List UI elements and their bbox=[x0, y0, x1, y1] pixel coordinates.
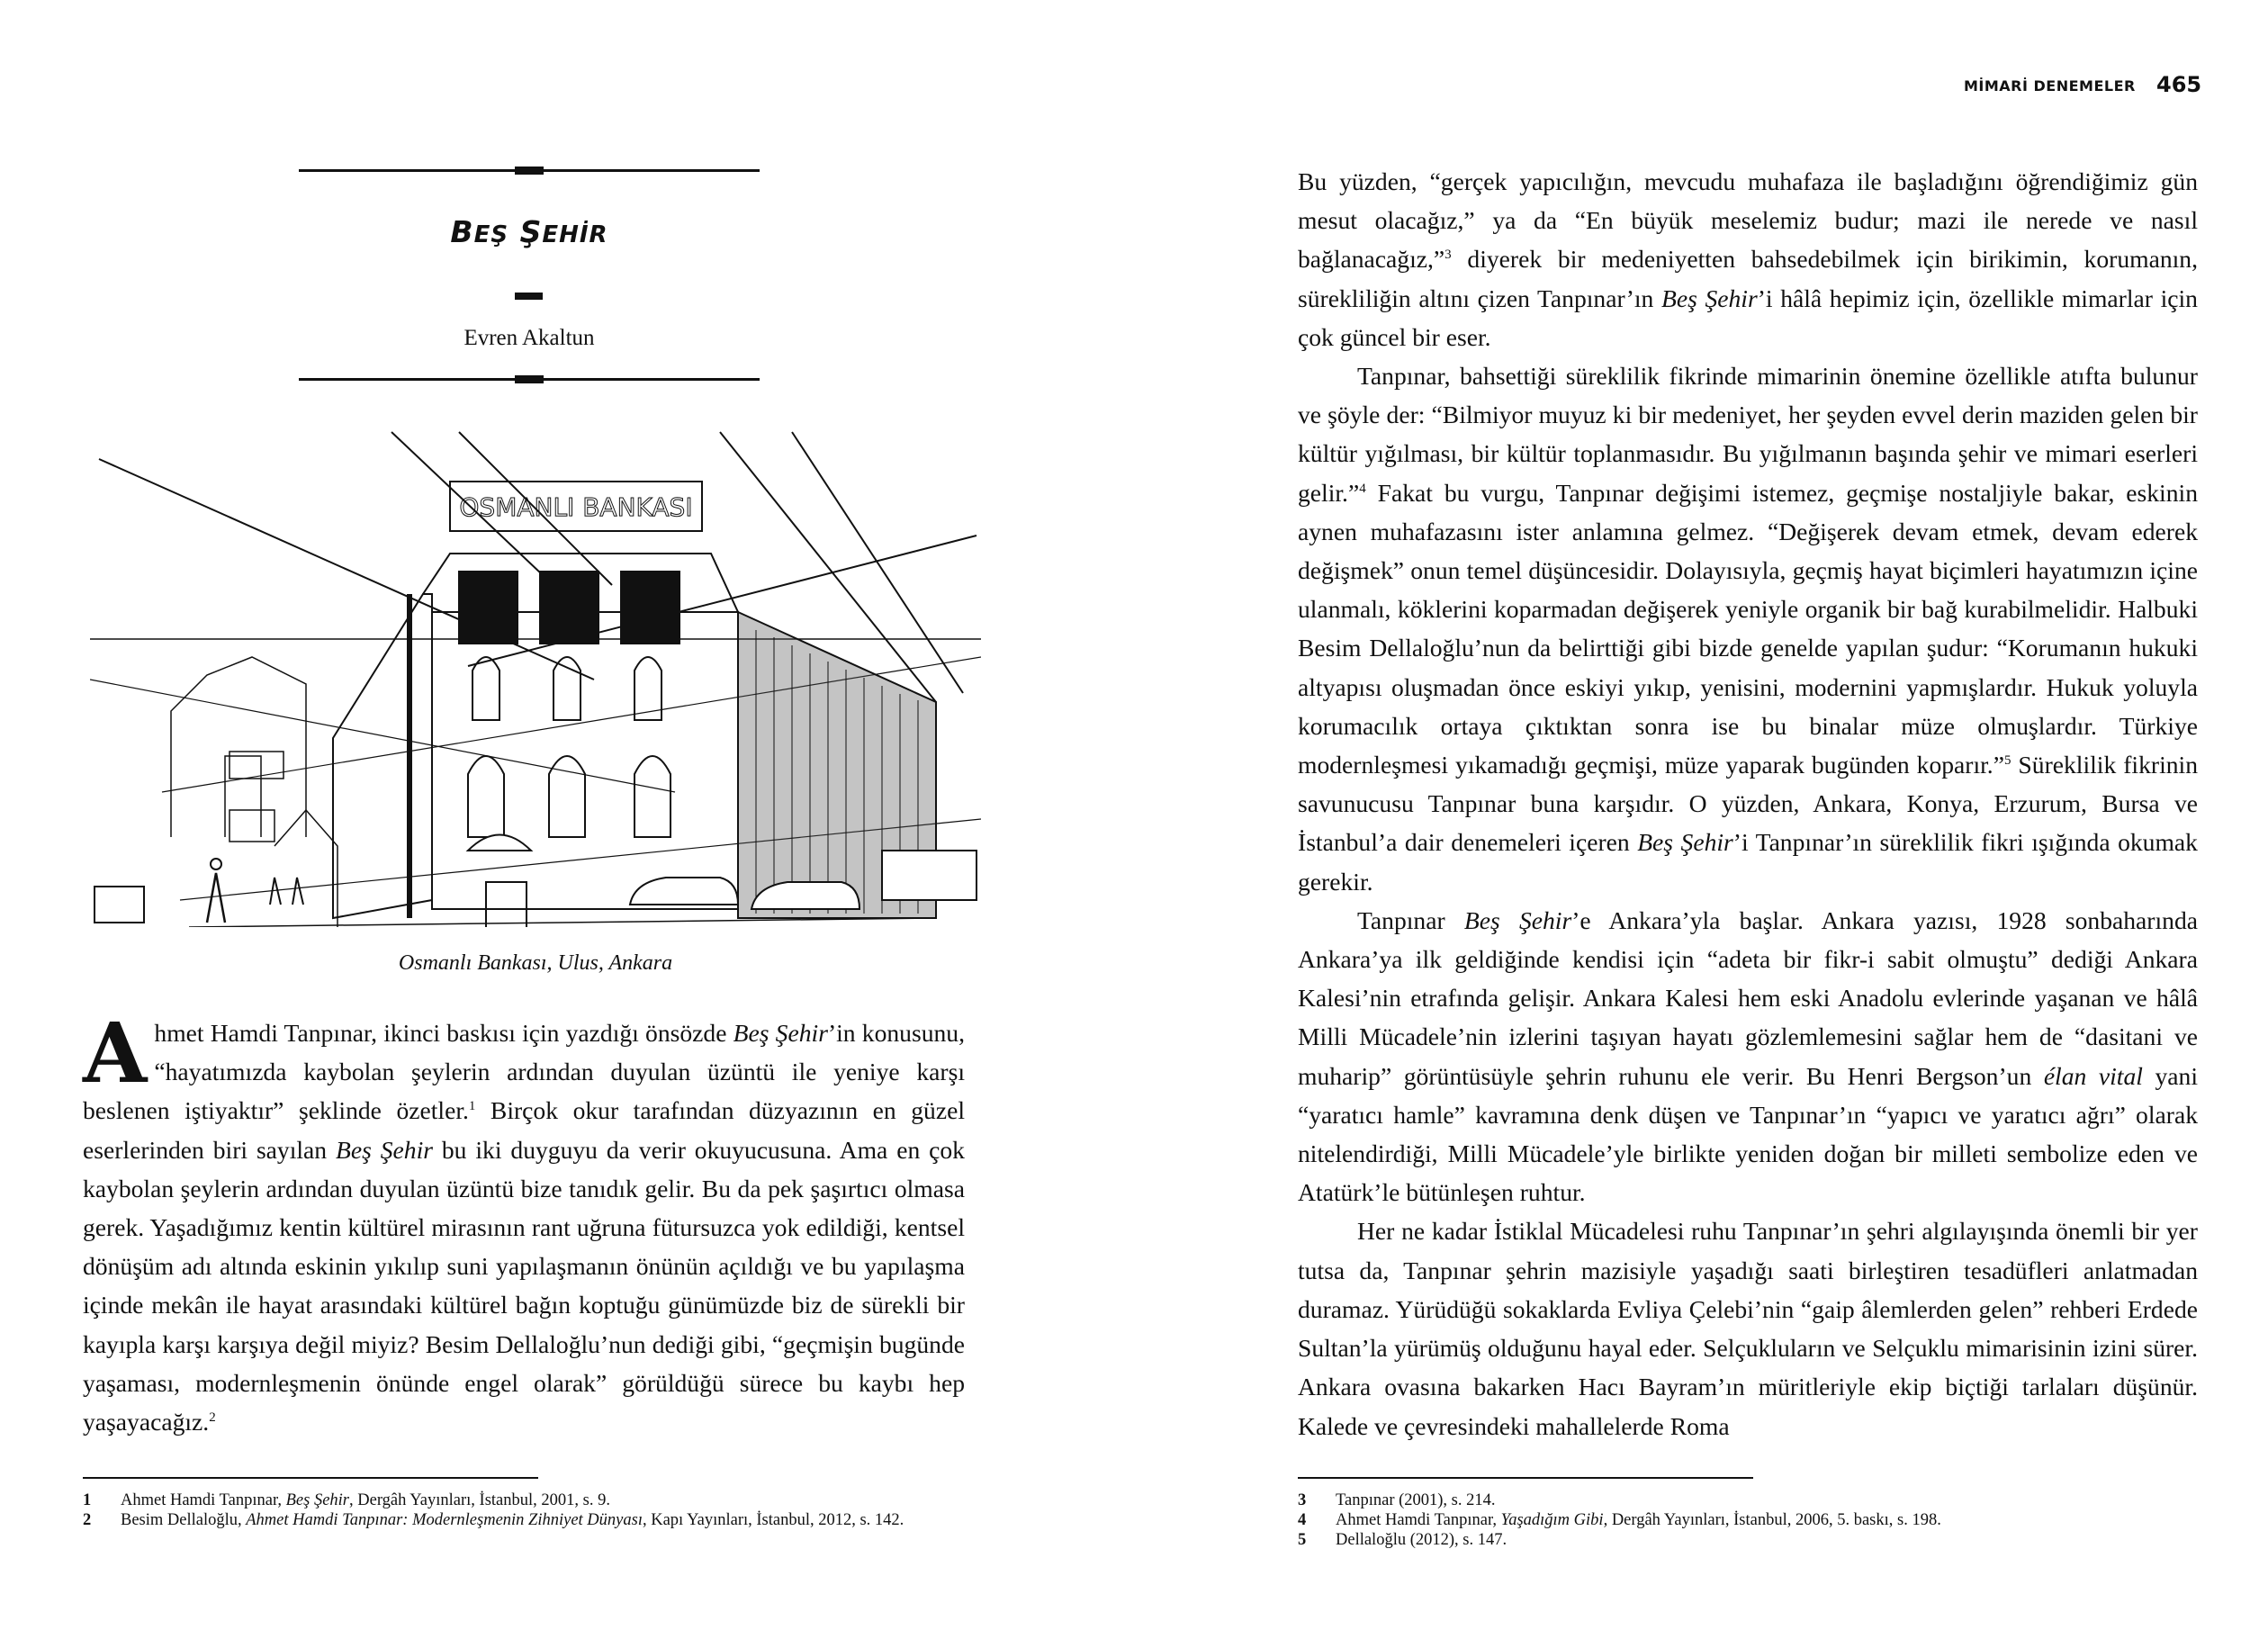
window bbox=[459, 572, 518, 644]
street-curb bbox=[189, 918, 936, 927]
footnote bbox=[1298, 1490, 2198, 1510]
text-run: Tanpınar, bahsettiği süreklilik fikrinde mimarinin önemine özellikle atıfta bulunur ve şöyle der: “Bilmiyor muyuz ki bir medeniyet, her şeyden evvel derin maziden gelen bir kültür yığılması, bir kültür toplanmasıdır. Bu yığılmanın başında şehir ve mimari eserleri gelir.” bbox=[1298, 362, 2198, 507]
arched-window bbox=[468, 756, 504, 837]
arched-window bbox=[549, 756, 585, 837]
drop-cap: A bbox=[83, 1004, 148, 1102]
paragraph bbox=[1298, 162, 2198, 356]
text-run: Süreklilik fikrinin savunucusu Tanpınar buna karşıdır. O yüzden, Ankara, Konya, Erzurum, Bursa ve İstanbul’a dair denemeleri içeren bbox=[1298, 751, 2198, 857]
pedestrian bbox=[207, 873, 225, 923]
title-smallcaps: EHİR bbox=[542, 221, 608, 248]
text-run: Dellaloğlu (2012), s. 147. bbox=[1336, 1531, 1508, 1549]
page-number: 465 bbox=[2156, 72, 2202, 97]
text-run: Ahmet Hamdi Tanpınar, bbox=[121, 1491, 286, 1509]
text-run: Her ne kadar İstiklal Mücadelesi ruhu Tanpınar’ın şehri algılayışında önemli bir yer tutsa da, Tanpınar şehrin mazisiyle yaşadığı saati birleştiren tesadüfleri anlatmadan duramaz. Yürüdüğü sokaklarda Evliya Çelebi’nin “gaip âlemlerden gelen” rehberi Erdede Sultan’la yürümüş olduğunu hayal eder. Selçukluların ve Selçuklu mimarisinin izini sürer. Ankara ovasına bakarken Hacı Bayram’ın müritleriyle ekip biçtiği tarlaları düşünür. Kalede ve çevresindeki mahallelerde Roma bbox=[1298, 1217, 2198, 1440]
footnote-ref[interactable]: 5 bbox=[2003, 753, 2012, 769]
text-run: yani “yaratıcı hamle” kavramına denk düşen ve Tanpınar’ın “yapıcı ve yaratıcı ağrı” olarak nitelendirdiği, Milli Mücadele’yle birlikte yeniden doğan bir milleti sembolize eden ve Atatürk’le bütünleşen ruhtur. bbox=[1298, 1061, 2198, 1207]
italic-text: Beş Şehir bbox=[1660, 284, 1758, 312]
italic-text: Beş Şehir bbox=[1463, 905, 1572, 934]
text-run: Birçok okur tarafından düzyazının en güzel eserlerinden biri sayılan bbox=[83, 1096, 965, 1164]
footnote bbox=[83, 1490, 983, 1510]
window bbox=[621, 572, 680, 644]
right-page bbox=[1134, 0, 2268, 1630]
footnote-ref[interactable]: 3 bbox=[1444, 248, 1452, 263]
text-run: Fakat bu vurgu, Tanpınar değişimi istemez, geçmişe nostaljiyle bakar, eskinin aynen muhafazasını ister anlamına gelmez. “Değişerek devam etmek, devam ederek değişmek” onun temel düşüncesidir. Dolayısıyla, geçmiş hayat biçimleri hayatımızın içine ulanmalı, köklerini koparmadan değişerek yeniyle organik bir bağ kurabilmelidir. Halbuki Besim Dellaloğlu’nun da belirttiği gibi bizde genelde yapılan şudur: “Korumanın hukuki altyapısı oluşmadan önce eskiyi yıkıp, yenisini, modernini yapmışlardır. Hukuk yoluyla korumacılık ortaya çıktıktan sonra ise bu binalar müze olmuşlardır. Türkiye modernleşmesi yıkamadığı geçmişi, müze yaparak bugünden koparır.” bbox=[1298, 478, 2198, 779]
text-run: ’i Tanpınar’ın süreklilik fikri ışığında okumak gerekir. bbox=[1298, 828, 2198, 896]
paragraph-text bbox=[83, 1004, 965, 1436]
title-smallcaps: EŞ bbox=[473, 221, 509, 248]
text-run: Besim Dellaloğlu, bbox=[121, 1511, 247, 1529]
author-name: Evren Akaltun bbox=[464, 326, 595, 350]
pedestrian-head bbox=[211, 859, 221, 869]
text-run: Tanpınar bbox=[1357, 905, 1464, 934]
figure-caption: Osmanlı Bankası, Ulus, Ankara bbox=[398, 951, 673, 975]
title-dash bbox=[515, 293, 543, 300]
italic-text: Ahmet Hamdi Tanpınar: Modernleşmenin Zihniyet Dünyası bbox=[246, 1511, 643, 1529]
footnote-ref[interactable]: 2 bbox=[209, 1410, 216, 1426]
title-top-rule bbox=[299, 169, 760, 172]
text-run: ’e Ankara’yla başlar. Ankara yazısı, 1928 sonbaharında Ankara’ya ilk geldiğinde kendisi için “adeta bir fikr-i sabit olmuştu” dediği Ankara Kalesi’nin etrafında gelişir. Ankara Kalesi hem eski Anadolu evlerinde yaşanan ve hâlâ Milli Mücadele’nin izlerini taşıyan hayatı gözlemlemesini sağlar hem de “dasitani ve muharip” görüntüsüyle şehrin ruhunu ele verir. Bu Henri Bergson’un bbox=[1298, 905, 2198, 1090]
trolleybus bbox=[882, 851, 976, 900]
arched-window bbox=[554, 657, 580, 720]
article-title bbox=[299, 214, 760, 249]
text-run: ’in konusunu, “hayatımızda kaybolan şeylerin ardından duyulan üzüntü ile yeniye karşı beslenen iştiyaktır” şeklinde özetler. bbox=[83, 1019, 965, 1125]
footnote-text bbox=[1336, 1490, 2198, 1510]
text-run: , Dergâh Yayınları, İstanbul, 2006, 5. baskı, s. 198. bbox=[1603, 1511, 1941, 1529]
text-run: Tanpınar (2001), s. 214. bbox=[1336, 1491, 1496, 1509]
body-text bbox=[1298, 162, 2198, 1445]
italic-text: Beş Şehir bbox=[285, 1491, 349, 1509]
footnotes-left bbox=[83, 1490, 983, 1530]
title-initial: B bbox=[450, 214, 474, 249]
paragraph bbox=[1298, 901, 2198, 1212]
text-run: , Kapı Yayınları, İstanbul, 2012, s. 142. bbox=[642, 1511, 904, 1529]
title-bottom-rule bbox=[299, 378, 760, 381]
police-booth bbox=[486, 882, 526, 927]
footnotes-right bbox=[1298, 1490, 2198, 1550]
running-head: MİMARİ DENEMELER bbox=[1964, 77, 2136, 95]
italic-text: Beş Şehir bbox=[336, 1135, 433, 1164]
rule-notch bbox=[515, 167, 544, 175]
title-initial: Ş bbox=[519, 214, 543, 249]
italic-text: Yaşadığım Gibi bbox=[1500, 1511, 1604, 1529]
footnote-separator bbox=[1298, 1477, 1753, 1479]
building-sketch-illustration bbox=[90, 414, 981, 927]
text-run: ’i hâlâ hepimiz için, özellikle mimarlar için çok güncel bir eser. bbox=[1298, 284, 2198, 351]
balcony bbox=[230, 810, 274, 842]
footnote-text bbox=[121, 1510, 983, 1530]
footnote-text bbox=[121, 1490, 983, 1510]
text-run: Ahmet Hamdi Tanpınar, bbox=[1336, 1511, 1501, 1529]
car bbox=[630, 878, 738, 905]
footnote-ref[interactable]: 4 bbox=[1359, 481, 1366, 496]
footnote-text bbox=[1336, 1510, 2198, 1530]
paragraph bbox=[1298, 356, 2198, 901]
text-run: Bu yüzden, “gerçek yapıcılığın, mevcudu muhafaza ile başladığını öğrendiğimiz gün mesut olacağız,” ya da “En büyük meselemiz budur; mazi ile nerede ve nasıl bağlanacağız,” bbox=[1298, 167, 2198, 274]
italic-text: élan vital bbox=[2043, 1061, 2143, 1090]
paragraph bbox=[1298, 1211, 2198, 1445]
window bbox=[540, 572, 598, 644]
pedestrians bbox=[270, 878, 303, 905]
footnote-number: 2 bbox=[83, 1511, 92, 1529]
italic-text: Beş Şehir bbox=[1637, 828, 1733, 857]
arched-window bbox=[634, 756, 670, 837]
footnote-number: 1 bbox=[83, 1491, 92, 1509]
text-run: , Dergâh Yayınları, İstanbul, 2001, s. 9. bbox=[349, 1491, 610, 1509]
arched-window bbox=[472, 657, 500, 720]
tram-wire bbox=[90, 680, 675, 792]
car bbox=[94, 887, 144, 923]
footnote bbox=[1298, 1510, 2198, 1530]
footnote-number: 4 bbox=[1298, 1511, 1307, 1529]
rule-notch bbox=[515, 375, 544, 383]
footnote-number: 3 bbox=[1298, 1491, 1307, 1509]
background-building bbox=[225, 756, 261, 837]
text-run: diyerek bir medeniyetten bahsedebilmek için birikimin, korumanın, sürekliliğin altını çizen Tanpınar’ın bbox=[1298, 245, 2198, 312]
italic-text: Beş Şehir bbox=[733, 1019, 828, 1047]
text-run: bu iki duyguyu da verir okuyucusuna. Ama en çok kaybolan şeylerin ardından duyulan üzüntü bize tanıdık gelir. Bu da pek şaşırtıcı olmasa gerek. Yaşadığımız kentin kültürel mirasının rant uğruna fütursuzca yok edildiği, kentsel dönüşüm adı altında eskinin yıkılıp suni yapılaşmanın önünün açıldığı ve bu yapılaşma içinde mekân ile hayat arasındaki kültürel bağın koptuğu günümüzde biz de sürekli bir kayıpla karşı karşıya değil miyiz? Besim Dellaloğlu’nun dediği gibi, “geçmişin bugünde yaşaması, modernleşmenin önünde engel olarak” görüldüğü sürece bu kaybı hep yaşayacağız. bbox=[83, 1135, 965, 1436]
bank-sign-text: OSMANLI BANKASI bbox=[459, 492, 693, 522]
footnote-number: 5 bbox=[1298, 1531, 1307, 1549]
opening-paragraph bbox=[83, 1004, 965, 1441]
footnote-text bbox=[1336, 1530, 2198, 1550]
footnote-separator bbox=[83, 1477, 538, 1479]
text-run: hmet Hamdi Tanpınar, ikinci baskısı için yazdığı önsözde bbox=[154, 1019, 734, 1047]
footnote bbox=[1298, 1530, 2198, 1550]
footnote-ref[interactable]: 1 bbox=[468, 1099, 476, 1114]
footnote bbox=[83, 1510, 983, 1530]
